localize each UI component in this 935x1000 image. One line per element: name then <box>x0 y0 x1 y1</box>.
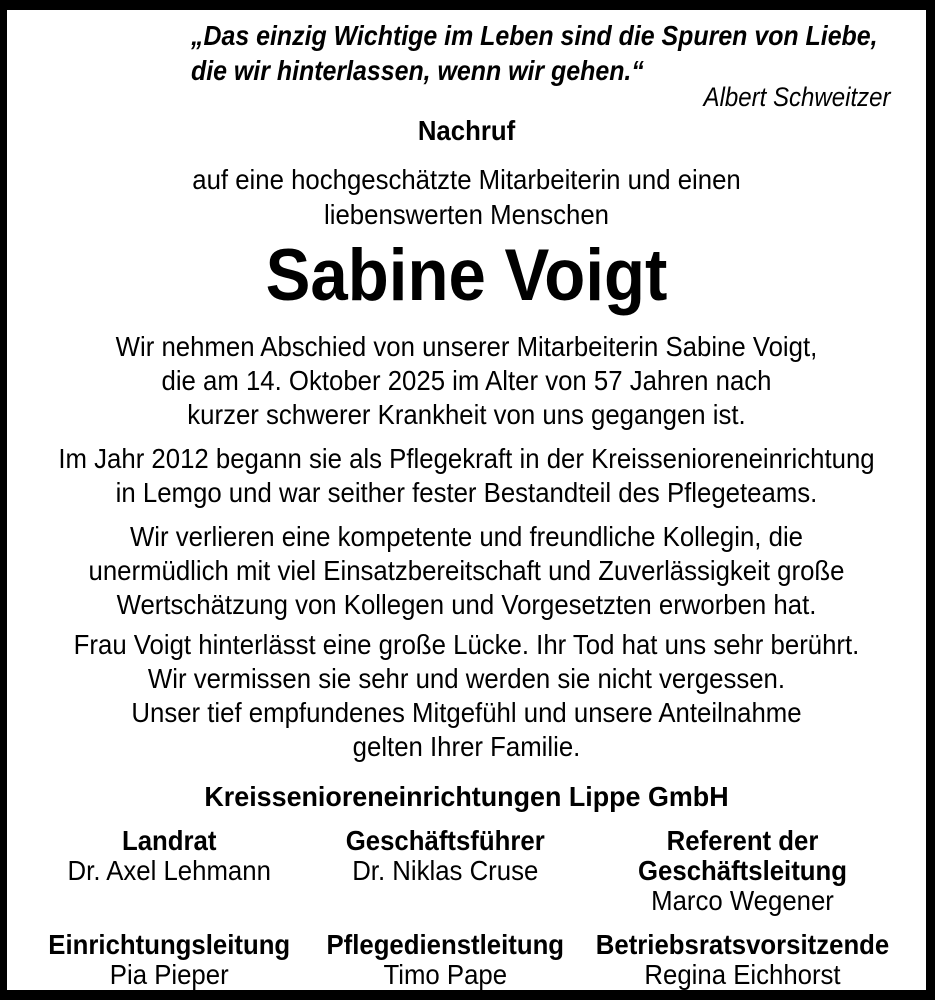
paragraph-line: unermüdlich mit viel Einsatzbereitschaft und Zuverlässigkeit große <box>88 555 845 586</box>
signatory-betriebsratsvorsitzende <box>583 930 902 990</box>
signatory-title: Einrichtungsleitung <box>47 929 290 960</box>
quote-line-1: „Das einzig Wichtige im Leben sind die Spuren von Liebe, <box>191 20 878 51</box>
signatory-name: Dr. Niklas Cruse <box>352 855 539 886</box>
signatory-name: Pia Pieper <box>109 959 229 990</box>
signatory-title: Geschäftsführer <box>345 825 545 856</box>
signature-grid <box>31 826 903 990</box>
paragraph-line: Wir verlieren eine kompetente und freundliche Kollegin, die <box>129 521 804 552</box>
paragraph-line: die am 14. Oktober 2025 im Alter von 57 Jahren nach <box>161 365 772 396</box>
quote-block <box>191 18 891 110</box>
signatory-referent <box>583 826 902 916</box>
notice-heading: Nachruf <box>417 115 516 146</box>
subheading <box>44 162 889 232</box>
signatory-title: Pflegedienstleitung <box>326 929 565 960</box>
paragraph-3 <box>44 520 889 622</box>
signatory-title: Landrat <box>121 825 216 856</box>
paragraph-4 <box>44 628 889 764</box>
paragraph-line: in Lemgo und war seither fester Bestandteil des Pflegeteams. <box>115 477 818 508</box>
paragraph-line: Wir vermissen sie sehr und werden sie nicht vergessen. <box>147 663 786 694</box>
signatory-einrichtungsleitung <box>31 930 307 990</box>
paragraph-line: kurzer schwerer Krankheit von uns gegangen ist. <box>187 399 746 430</box>
paragraph-2 <box>44 442 889 510</box>
paragraph-line: Wertschätzung von Kollegen und Vorgesetzten erworben hat. <box>116 589 817 620</box>
paragraph-line: Unser tief empfundenes Mitgefühl und unsere Anteilnahme <box>131 697 802 728</box>
signatory-name: Regina Eichhorst <box>644 959 842 990</box>
paragraph-line: Frau Voigt hinterlässt eine große Lücke. Ihr Tod hat uns sehr berührt. <box>73 629 860 660</box>
paragraph-line: gelten Ihrer Familie. <box>352 731 581 762</box>
company-name: Kreissenioreneinrichtungen Lippe GmbH <box>204 781 729 812</box>
paragraph-1 <box>44 330 889 432</box>
deceased-name: Sabine Voigt <box>265 235 668 316</box>
signatory-landrat <box>31 826 307 916</box>
signatory-geschaeftsfuehrer <box>307 826 584 916</box>
subheading-line-1: auf eine hochgeschätzte Mitarbeiterin und einen <box>192 164 741 195</box>
signatory-title: Referent der Geschäftsleitung <box>638 825 848 886</box>
quote-line-2: die wir hinterlassen, wenn wir gehen.“ <box>191 55 644 86</box>
paragraph-line: Im Jahr 2012 begann sie als Pflegekraft in der Kreissenioreneinrichtung <box>58 443 875 474</box>
signatory-title: Betriebsratsvorsitzende <box>596 929 890 960</box>
signatory-name: Timo Pape <box>383 959 508 990</box>
signatory-pflegedienstleitung <box>307 930 584 990</box>
subheading-line-2: liebenswerten Menschen <box>324 199 609 230</box>
signatory-name: Marco Wegener <box>651 885 835 916</box>
quote-attribution: Albert Schweitzer <box>703 82 891 112</box>
signatory-name: Dr. Axel Lehmann <box>67 855 271 886</box>
paragraph-line: Wir nehmen Abschied von unserer Mitarbeiterin Sabine Voigt, <box>115 331 818 362</box>
